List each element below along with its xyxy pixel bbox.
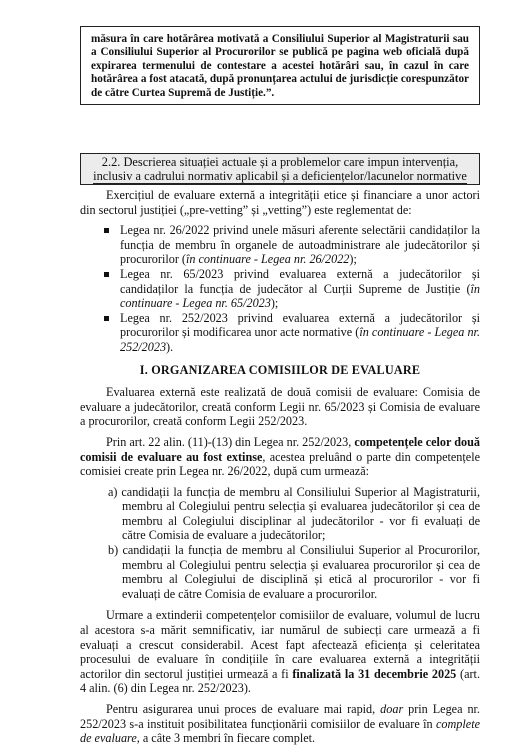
quote-text-start: măsura în care xyxy=(91,33,167,45)
framed-quote-box xyxy=(80,26,480,105)
laws-list xyxy=(80,223,480,354)
chapter-heading: I. ORGANIZAREA COMISIILOR DE EVALUARE xyxy=(139,362,421,377)
section-heading-line1: 2.2. Descrierea situației actuale și a problemelor care impun intervenția, xyxy=(101,155,459,169)
section-heading xyxy=(80,153,480,185)
list-item: a) candidații la funcția de membru al Consiliului Superior al Magistraturii, membru al Colegiului pentru selecția și evaluarea judecătorilor și cea de membru al Colegiului disciplinar al judecătorilor - vor fi evaluați de către Comisia de evaluare a judecătorilor; xyxy=(108,484,480,543)
section-heading-line2: inclusiv a cadrului normativ aplicabil și a deficiențelor/lacunelor normative xyxy=(93,169,467,183)
evaluation-paragraph: Evaluarea externă este realizată de două comisii de evaluare: Comisia de evaluare a judecătorilor, creată conform Legii nr. 65/2023 și Comisia de evaluare a procurorilor, creată conform Legii 252/2023. xyxy=(80,385,480,429)
document-body xyxy=(80,188,480,752)
list-item: b) candidații la funcția de membru al Consiliului Superior al Procurorilor, membru al Colegiului pentru selecția și evaluarea procurorilor și cea de membru al Colegiului de disciplină și etică al procurorilor - vor fi evaluați de către Comisia de evaluare a procurorilor. xyxy=(108,543,480,601)
list-item: Legea nr. 26/2022 privind unele măsuri aferente selectării candidaților la funcția de membru în organele de autoadministrare ale judecătorilor și procurorilor (în continuare - Legea nr. 26/2022); xyxy=(80,223,480,267)
quote-text-bold: hotărârea motivată a Consiliului Superior al Magistraturii sau a Consiliului Superior al Procurorilor se publică pe pagina web oficială după expirarea termenului de contestare a acestei hotărâri sau, în cazul în care hotărârea a fost atacată, după pronunțarea actului de jurisdicție corespunzător de către Curtea Supremă de Justiție.”. xyxy=(91,33,470,99)
candidates-list xyxy=(80,485,480,602)
list-item: Legea nr. 65/2023 privind evaluarea externă a judecătorilor și candidaților la funcția de judecător al Curții Supreme de Justiție (în continuare - Legea nr. 65/2023); xyxy=(80,267,480,311)
intro-paragraph: Exercițiul de evaluare externă a integrității etice și financiare a unor actori din sectorul justiției („pre-vetting” și „vetting”) este reglementat de: xyxy=(80,188,480,217)
final-paragraph: Pentru asigurarea unui proces de evaluare mai rapid, doar prin Legea nr. 252/2023 s-a instituit posibilitatea funcționării comisiilor de evaluare în complete de evaluare, a câte 3 membri în fiecare complet. xyxy=(80,702,480,746)
article-paragraph: Prin art. 22 alin. (11)-(13) din Legea nr. 252/2023, competențele celor două comisii de evaluare au fost extinse, acestea preluând o parte din competențele comisiei create prin Legea nr. 26/2022, după cum urmează: xyxy=(80,434,481,479)
list-item: Legea nr. 252/2023 privind evaluarea externă a judecătorilor și procurorilor și modificarea unor acte normative (în continuare - Legea nr. 252/2023). xyxy=(80,311,480,355)
extension-paragraph: Urmare a extinderii competențelor comisiilor de evaluare, volumul de lucru al acestora s-a mărit semnificativ, iar numărul de subiecți care urmează a fi evaluați a crescut considerabil. Acest fapt afectează eficiența și celeritatea procesului de evaluare în condițiile în care evaluarea externă a integrității actorilor din sectorul justiției urmează a fi finalizată la 31 decembrie 2025 (art. 4 alin. (6) din Legea nr. 252/2023). xyxy=(80,608,480,696)
